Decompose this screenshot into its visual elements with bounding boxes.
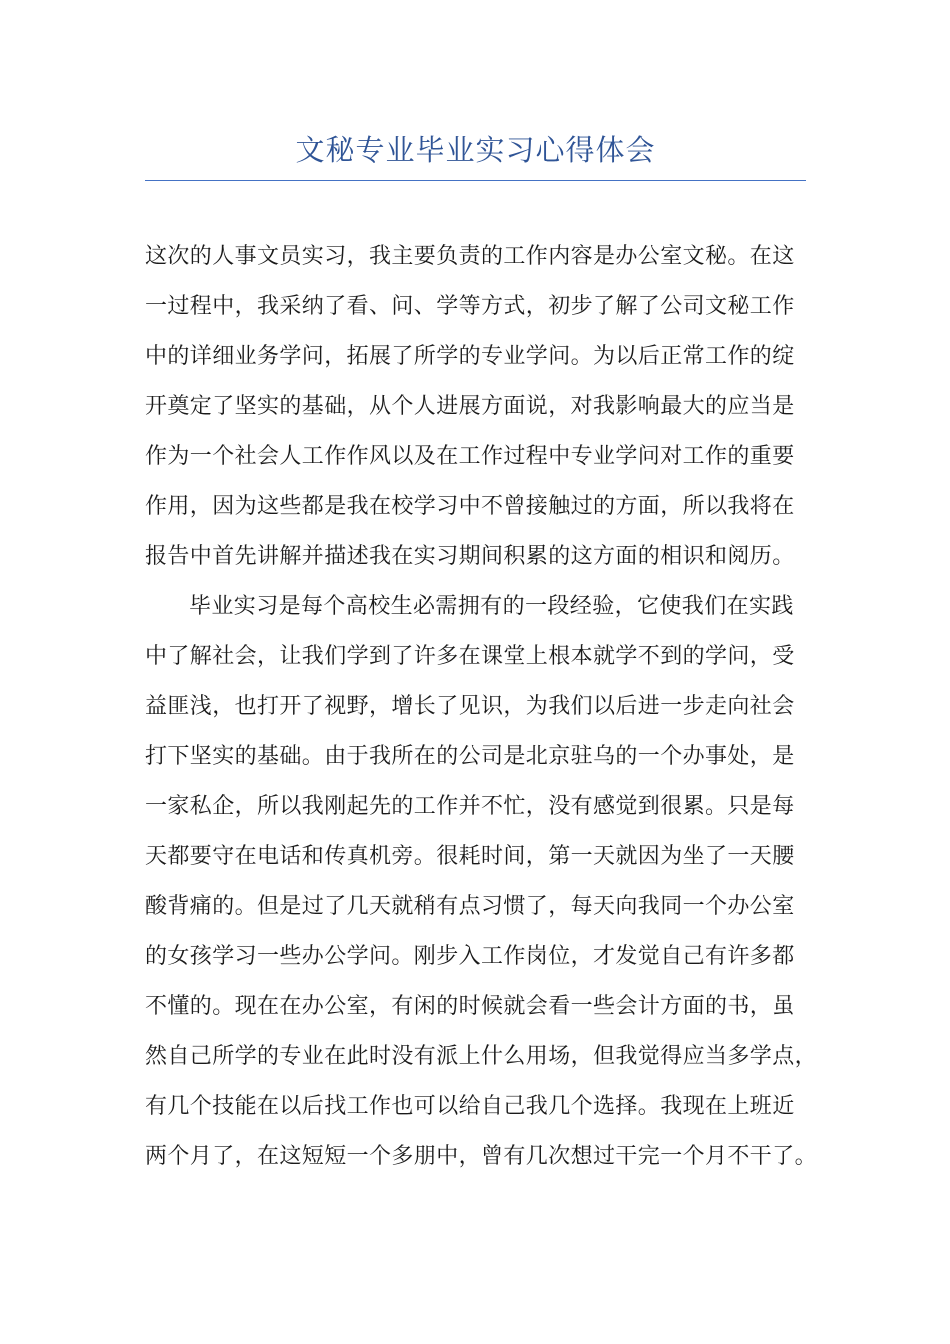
text-line: 的女孩学习一些办公学问。刚步入工作岗位，才发觉自己有许多都 (145, 944, 795, 969)
text-line: 开奠定了坚实的基础，从个人进展方面说，对我影响最大的应当是 (145, 394, 795, 419)
text-line: 中的详细业务学问，拓展了所学的专业学问。为以后正常工作的绽 (145, 344, 795, 369)
text-line: 天都要守在电话和传真机旁。很耗时间，第一天就因为坐了一天腰 (145, 844, 795, 869)
text-line: 这次的人事文员实习，我主要负责的工作内容是办公室文秘。在这 (145, 244, 795, 269)
document-body (145, 232, 818, 1182)
title-underline (145, 180, 806, 181)
text-line: 作为一个社会人工作作风以及在工作过程中专业学问对工作的重要 (145, 444, 795, 469)
text-line: 然自己所学的专业在此时没有派上什么用场，但我觉得应当多学点， (145, 1044, 818, 1069)
text-line: 一过程中，我采纳了看、问、学等方式，初步了解了公司文秘工作 (145, 294, 795, 319)
text-line: 不懂的。现在在办公室，有闲的时候就会看一些会计方面的书，虽 (145, 994, 795, 1019)
text-line: 两个月了，在这短短一个多朋中，曾有几次想过干完一个月不干了。 (145, 1144, 818, 1169)
text-line: 益匪浅，也打开了视野，增长了见识，为我们以后进一步走向社会 (145, 694, 795, 719)
text-line: 打下坚实的基础。由于我所在的公司是北京驻乌的一个办事处，是 (145, 744, 795, 769)
text-line: 作用，因为这些都是我在校学习中不曾接触过的方面，所以我将在 (145, 494, 795, 519)
text-line: 毕业实习是每个高校生必需拥有的一段经验，它使我们在实践 (189, 594, 794, 619)
text-line: 报告中首先讲解并描述我在实习期间积累的这方面的相识和阅历。 (145, 544, 795, 569)
paragraph-2 (145, 582, 818, 1182)
document-title: 文秘专业毕业实习心得体会 (295, 133, 656, 167)
paragraph-1 (145, 232, 811, 582)
text-line: 一家私企，所以我刚起先的工作并不忙，没有感觉到很累。只是每 (145, 794, 795, 819)
text-line: 酸背痛的。但是过了几天就稍有点习惯了，每天向我同一个办公室 (145, 894, 795, 919)
text-line: 有几个技能在以后找工作也可以给自己我几个选择。我现在上班近 (145, 1094, 795, 1119)
text-line: 中了解社会，让我们学到了许多在课堂上根本就学不到的学问，受 (145, 644, 795, 669)
